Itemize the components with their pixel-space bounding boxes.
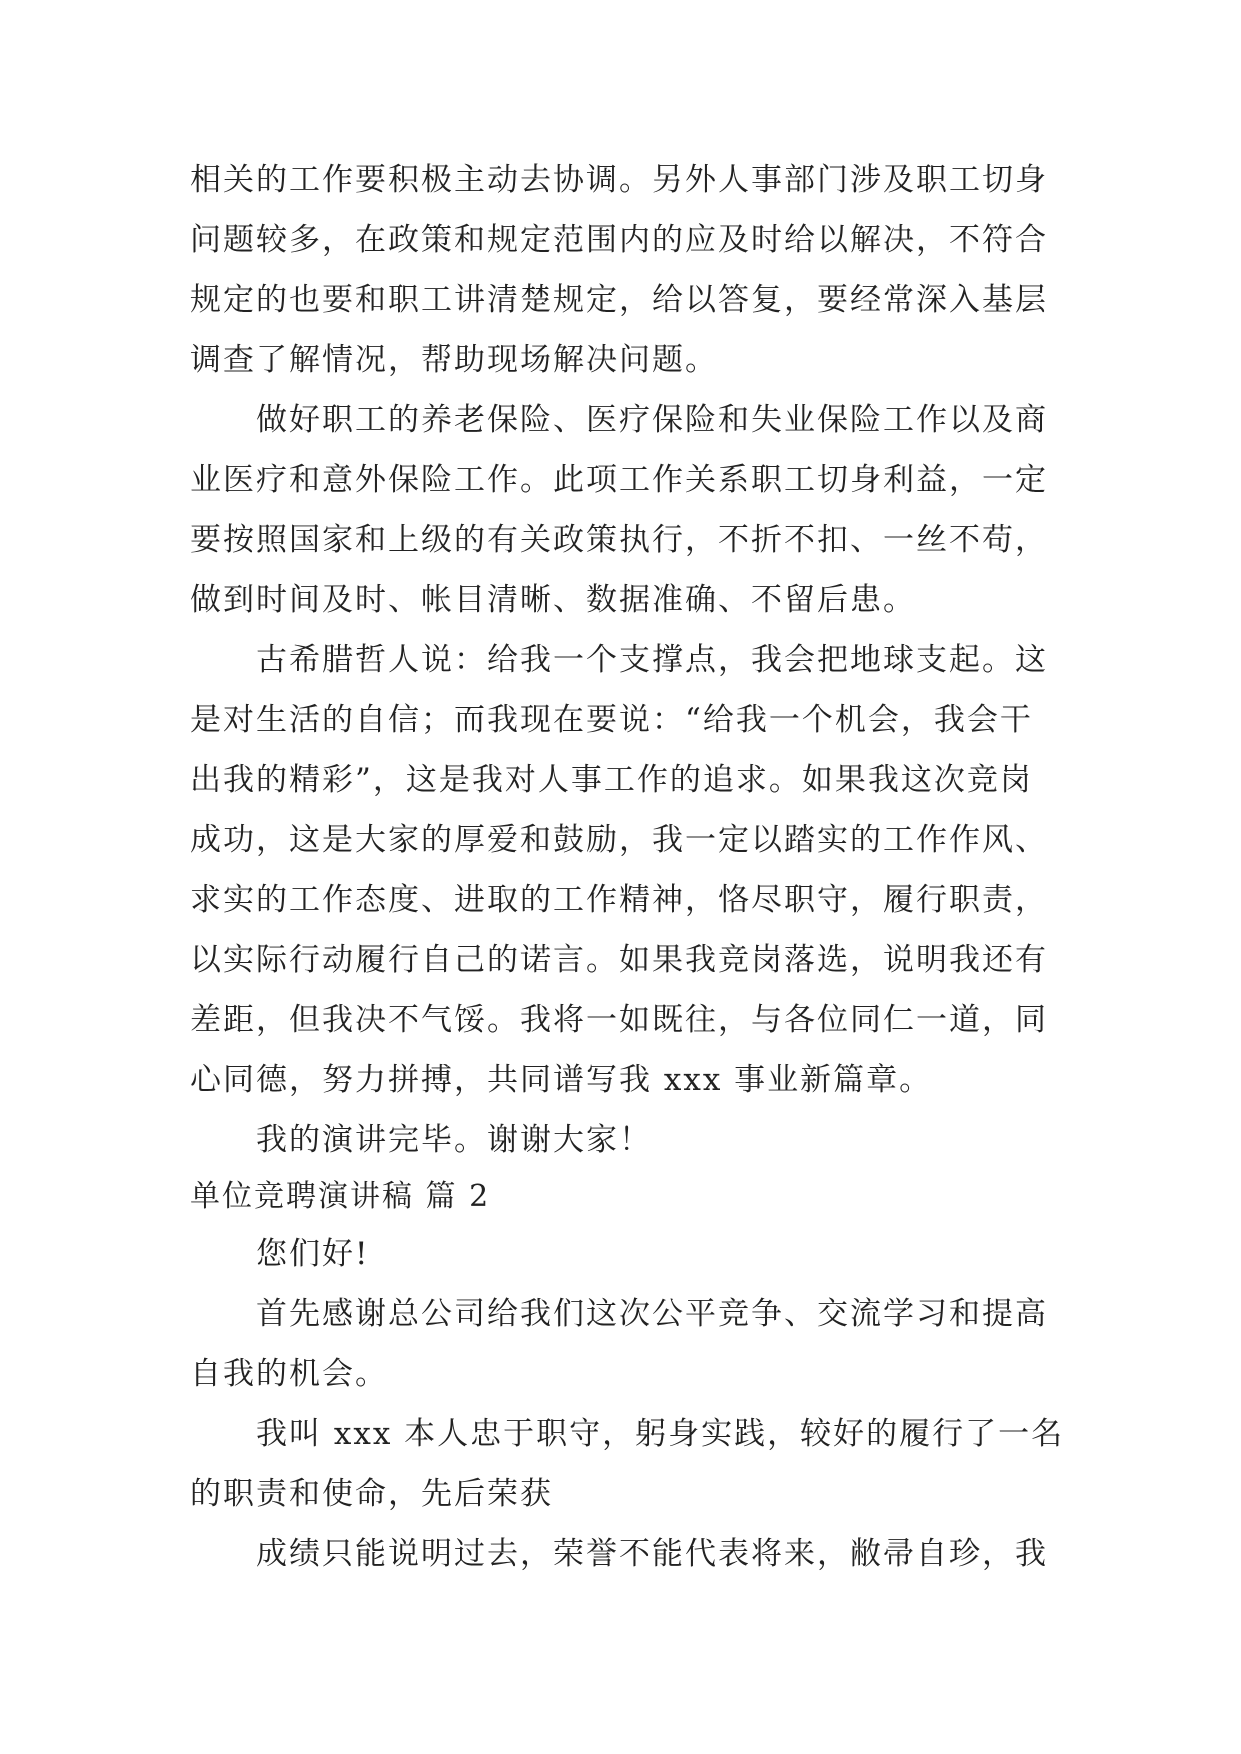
text-line: 业医疗和意外保险工作。此项工作关系职工切身利益，一定: [190, 462, 1048, 498]
text-line: 我叫 xxx 本人忠于职守，躬身实践，较好的履行了一名: [256, 1416, 1065, 1452]
paragraph: [190, 630, 1050, 1110]
text-line: 要按照国家和上级的有关政策执行，不折不扣、一丝不苟，: [190, 522, 1048, 558]
text-line: 相关的工作要积极主动去协调。另外人事部门涉及职工切身: [190, 162, 1048, 198]
text-line: 古希腊哲人说：给我一个支撑点，我会把地球支起。这: [256, 642, 1048, 678]
paragraph: [190, 1404, 1065, 1524]
text-line: 求实的工作态度、进取的工作精神，恪尽职守，履行职责，: [190, 882, 1048, 918]
text-line: 自我的机会。: [190, 1356, 388, 1392]
text-line: 规定的也要和职工讲清楚规定，给以答复，要经常深入基层: [190, 282, 1048, 318]
text-line: 成绩只能说明过去，荣誉不能代表将来，敝帚自珍，我: [256, 1536, 1048, 1572]
text-line: 出我的精彩”，这是我对人事工作的追求。如果我这次竞岗: [190, 762, 1033, 798]
paragraph: [190, 390, 1050, 630]
text-line: 以实际行动履行自己的诺言。如果我竞岗落选，说明我还有: [190, 942, 1048, 978]
paragraph: [190, 150, 1050, 390]
text-line: 调查了解情况，帮助现场解决问题。: [190, 342, 718, 378]
document-body: [190, 150, 1065, 1584]
text-line: 做好职工的养老保险、医疗保险和失业保险工作以及商: [256, 402, 1048, 438]
text-line: 做到时间及时、帐目清晰、数据准确、不留后患。: [190, 582, 916, 618]
text-line: 心同德，努力拼搏，共同谱写我 xxx 事业新篇章。: [190, 1062, 933, 1098]
text-line: 首先感谢总公司给我们这次公平竞争、交流学习和提高: [256, 1296, 1048, 1332]
paragraph: [190, 1284, 1050, 1404]
paragraph: [190, 1524, 1050, 1584]
text-line: 成功，这是大家的厚爱和鼓励，我一定以踏实的工作作风、: [190, 822, 1048, 858]
text-line: 差距，但我决不气馁。我将一如既往，与各位同仁一道，同: [190, 1002, 1048, 1038]
text-line: 问题较多，在政策和规定范围内的应及时给以解决，不符合: [190, 222, 1048, 258]
text-line: 您们好!: [256, 1236, 370, 1272]
paragraph: [190, 1110, 1050, 1170]
text-line: 是对生活的自信；而我现在要说：“给我一个机会，我会干: [190, 702, 1033, 738]
paragraph: [190, 1224, 1050, 1284]
text-line: 我的演讲完毕。谢谢大家！: [256, 1122, 652, 1158]
text-line: 的职责和使命，先后荣获: [190, 1476, 553, 1512]
section-heading: 单位竞聘演讲稿 篇 2: [190, 1179, 491, 1214]
